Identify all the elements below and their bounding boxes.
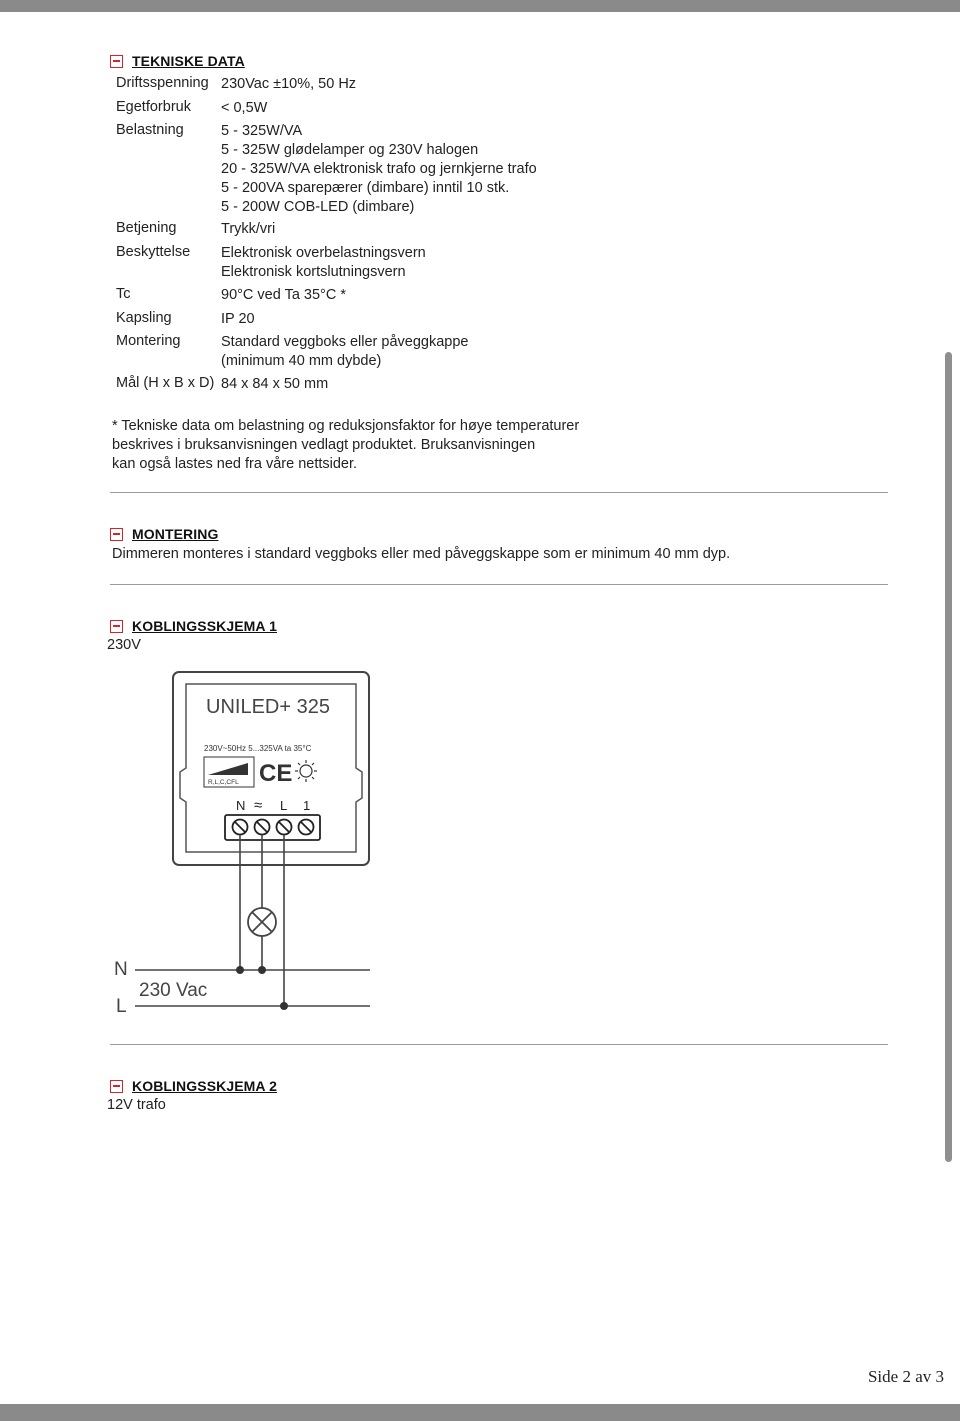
supply-label-l: L <box>116 996 127 1017</box>
terminal-label-dimmed: ≈ <box>254 797 263 814</box>
spec-value-line: 5 - 325W/VA <box>221 123 303 139</box>
spec-label: Driftsspenning <box>116 75 209 91</box>
section-title: KOBLINGSSKJEMA 1 <box>132 618 277 634</box>
spec-label: Kapsling <box>116 310 172 326</box>
supply-voltage-label: 230 Vac <box>139 980 208 1001</box>
spec-value <box>221 286 346 305</box>
spec-label: Betjening <box>116 220 177 236</box>
spec-value-line: 90°C ved Ta 35°C * <box>221 287 346 303</box>
spec-value-line: IP 20 <box>221 311 255 327</box>
junction-dot <box>258 966 266 974</box>
spec-label: Tc <box>116 286 131 302</box>
top-bar <box>0 0 960 12</box>
section-header-tekniske-data[interactable] <box>110 51 245 71</box>
spec-value-line: 5 - 200W COB-LED (dimbare) <box>221 199 415 215</box>
supply-label-n: N <box>114 959 128 980</box>
koblingsskjema-1-subtitle: 230V <box>107 637 141 653</box>
montering-text: Dimmeren monteres i standard veggboks eller med påveggskappe som er minimum 40 mm dyp. <box>112 546 731 562</box>
spec-label: Belastning <box>116 122 184 138</box>
junction-dot <box>236 966 244 974</box>
spec-value-line: (minimum 40 mm dybde) <box>221 353 382 369</box>
collapse-icon[interactable] <box>110 620 123 633</box>
section-header-koblingsskjema-2[interactable] <box>110 1076 277 1096</box>
spec-value <box>221 122 537 217</box>
footnote <box>112 417 579 474</box>
spec-value-line: 20 - 325W/VA elektronisk trafo og jernkjerne trafo <box>221 161 537 177</box>
spec-label: Beskyttelse <box>116 244 191 260</box>
footnote-line: kan også lastes ned fra våre nettsider. <box>112 456 358 472</box>
spec-value-line: < 0,5W <box>221 100 268 116</box>
spec-value-line: Elektronisk overbelastningsvern <box>221 245 426 261</box>
footnote-line: * Tekniske data om belastning og reduksjonsfaktor for høye temperaturer <box>112 418 580 434</box>
spec-value-line: Elektronisk kortslutningsvern <box>221 264 406 280</box>
spec-value-line: 230Vac ±10%, 50 Hz <box>221 76 357 92</box>
spec-value-line: Trykk/vri <box>221 221 276 237</box>
spec-value-line: Standard veggboks eller påveggkappe <box>221 334 469 350</box>
divider <box>110 1044 888 1045</box>
device-name: UNILED+ 325 <box>206 696 330 718</box>
spec-value <box>221 244 426 282</box>
spec-value <box>221 310 255 329</box>
spec-value-line: 5 - 200VA sparepærer (dimbare) inntil 10 stk. <box>221 180 510 196</box>
spec-value <box>221 99 267 118</box>
spec-label: Egetforbruk <box>116 99 191 115</box>
wiring-diagram <box>100 660 390 1020</box>
ce-mark: CE <box>259 760 293 787</box>
section-header-montering[interactable] <box>110 524 218 544</box>
collapse-icon[interactable] <box>110 1080 123 1093</box>
led-sun-icon <box>295 760 317 782</box>
junction-dot <box>280 1002 288 1010</box>
spec-value <box>221 220 275 239</box>
terminal-label-l: L <box>280 798 288 813</box>
bottom-bar <box>0 1404 960 1421</box>
page-number: Side 2 av 3 <box>867 1367 944 1386</box>
dimmer-ramp-icon <box>208 763 248 775</box>
collapse-icon[interactable] <box>110 528 123 541</box>
section-title: KOBLINGSSKJEMA 2 <box>132 1078 277 1094</box>
collapse-icon[interactable] <box>110 55 123 68</box>
spec-label: Montering <box>116 333 181 349</box>
divider <box>110 584 888 585</box>
section-title: MONTERING <box>132 526 219 542</box>
scrollbar-thumb[interactable] <box>945 352 952 1162</box>
device-rating: 230V~50Hz 5...325VA ta 35°C <box>204 744 312 753</box>
spec-value <box>221 75 356 94</box>
lamp-icon <box>248 908 276 936</box>
spec-value-line: 5 - 325W glødelamper og 230V halogen <box>221 142 479 158</box>
terminal-label-1: 1 <box>303 798 311 813</box>
spec-value <box>221 375 328 394</box>
koblingsskjema-2-subtitle: 12V trafo <box>107 1097 166 1113</box>
divider <box>110 492 888 493</box>
section-header-koblingsskjema-1[interactable] <box>110 616 277 636</box>
spec-value-line: 84 x 84 x 50 mm <box>221 376 329 392</box>
spec-label: Mål (H x B x D) <box>116 375 215 391</box>
section-title: TEKNISKE DATA <box>132 53 245 69</box>
load-symbol-text: R,L,C,CFL <box>208 779 239 786</box>
terminal-label-n: N <box>236 798 246 813</box>
footnote-line: beskrives i bruksanvisningen vedlagt produktet. Bruksanvisningen <box>112 437 536 453</box>
terminal-screws <box>233 820 314 835</box>
spec-value <box>221 333 468 371</box>
